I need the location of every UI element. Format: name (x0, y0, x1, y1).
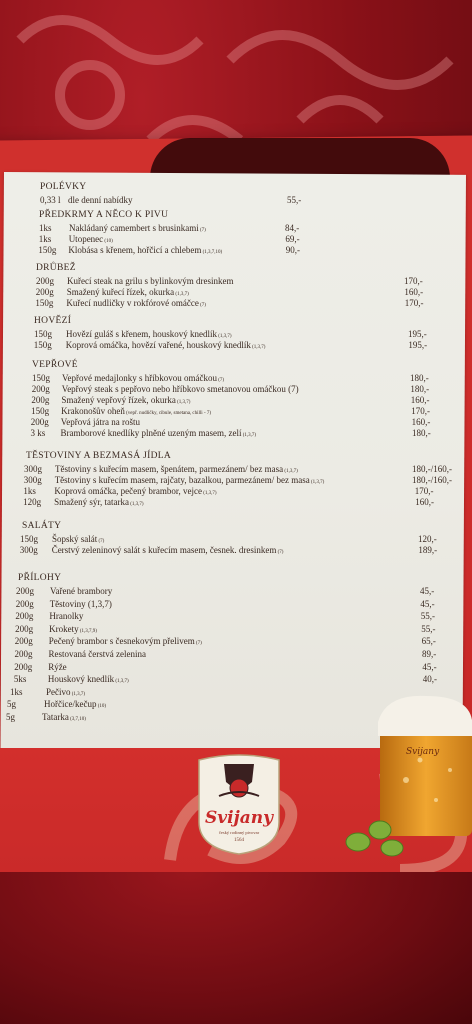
section-title: PŘÍLOHY (18, 573, 62, 583)
item-allergens: (7) (276, 550, 284, 555)
item-name-text: Kuřecí nudličky v rokfórové omáčce (66, 298, 199, 308)
item-name (54, 497, 143, 510)
item-name (68, 245, 222, 258)
item-name (68, 195, 133, 206)
item-price: 180,-/160,- (412, 464, 452, 474)
item-name-text: Čerstvý zeleninový salát s kuřecím masem, česnek. dresinkem (51, 545, 277, 555)
item-quantity: 150g (34, 329, 52, 339)
item-name-text: Tatarka (42, 712, 69, 722)
svg-text:Svijany: Svijany (406, 747, 440, 757)
item-name (48, 662, 67, 673)
item-name-text: Vařené brambory (50, 586, 113, 596)
item-price: 160,- (415, 497, 434, 507)
item-quantity: 200g (15, 611, 34, 622)
item-allergens: (1,3,7) (175, 400, 191, 405)
section-title: PŘEDKRMY A NĚCO K PIVU (39, 210, 169, 220)
item-price: 180,- (410, 373, 429, 383)
item-name (62, 384, 299, 395)
item-name (61, 417, 140, 428)
item-price: 189,- (418, 545, 438, 555)
item-quantity: 1ks (23, 486, 36, 496)
item-price: 55,- (421, 623, 436, 634)
item-allergens: (3,7,10) (68, 717, 86, 722)
item-allergens: (1,3,7) (70, 691, 86, 697)
item-name-text: Nakládaný camembert s brusinkami (69, 223, 199, 233)
item-price: 160,- (410, 395, 430, 405)
item-price: 170,- (411, 406, 430, 416)
item-name-text: Rýže (48, 661, 67, 672)
item-price: 55,- (420, 611, 436, 622)
item-price: 90,- (285, 245, 301, 255)
item-allergens: (1,3,7,9) (78, 628, 97, 634)
item-quantity: 200g (36, 276, 54, 286)
item-price: 84,- (285, 223, 300, 233)
item-price: 55,- (287, 195, 302, 205)
menu-page (0, 172, 466, 751)
section-title: HOVĚZÍ (34, 316, 72, 326)
section-title: SALÁTY (22, 521, 62, 531)
item-price: 45,- (420, 586, 435, 596)
item-quantity: 1ks (10, 686, 23, 697)
item-name-text: Houskový knedlík (47, 674, 115, 685)
brand-tagline: český rodinný pivovar (218, 830, 260, 835)
item-price: 195,- (408, 329, 427, 339)
item-name (52, 545, 284, 558)
item-name-text: Koprová omáčka, hovězí vařené, houskový knedlík (65, 340, 251, 350)
item-quantity: 3 ks (30, 428, 46, 438)
item-name-text: Vepřová játra na roštu (60, 417, 141, 427)
item-allergens: (7) (194, 641, 202, 647)
item-price: 120,- (418, 534, 437, 544)
item-allergens: (10) (103, 239, 113, 244)
item-quantity: 200g (35, 287, 54, 297)
item-name-text: Smažený kuřecí řízek, okurka (66, 287, 175, 297)
item-name (49, 636, 202, 649)
item-price: 180,- (412, 428, 431, 438)
item-name-text: Restovaná čerstvá zelenina (48, 649, 146, 659)
item-name-text: Vepřový steak s pepřovo nebo hříbkovo smetanovou omáčkou (7) (61, 384, 299, 394)
item-allergens: (7) (198, 228, 206, 233)
item-name (61, 428, 257, 441)
tablecloth-bottom (0, 872, 472, 1024)
item-quantity: 200g (15, 623, 34, 634)
item-price: 45,- (420, 598, 435, 609)
item-name-text: Krakonošův oheň (61, 406, 125, 416)
item-name (67, 276, 233, 287)
item-quantity: 1ks (39, 223, 52, 233)
item-name-text: Těstoviny s kuřecím masem, rajčaty, bazalkou, parmezánem/ bez masa (54, 475, 310, 485)
item-name (49, 649, 146, 660)
item-name (66, 298, 206, 311)
item-name (44, 699, 106, 712)
item-name-text: Těstoviny (1,3,7) (49, 598, 112, 609)
item-quantity: 200g (15, 598, 34, 609)
item-quantity: 5g (6, 712, 15, 722)
section-title: POLÉVKY (40, 182, 87, 192)
item-allergens: (7) (198, 303, 206, 308)
item-quantity: 200g (14, 649, 33, 659)
item-allergens: (1,3,7) (174, 292, 189, 297)
item-name (42, 712, 86, 725)
brand-year: 1564 (234, 838, 244, 843)
item-allergens: (1,3,7) (128, 502, 144, 507)
item-quantity: 200g (16, 586, 34, 596)
item-name-text: dle denní nabídky (68, 195, 133, 205)
item-price: 195,- (408, 340, 428, 350)
item-quantity: 150g (38, 245, 57, 255)
item-price: 170,- (404, 276, 423, 286)
item-price: 65,- (421, 636, 436, 647)
item-price: 160,- (404, 287, 424, 297)
item-quantity: 300g (23, 475, 42, 485)
item-price: 170,- (414, 486, 434, 496)
item-name (66, 340, 266, 353)
item-name-text: Klobása s křenem, hořčicí a chlebem (68, 245, 202, 255)
item-allergens: (1,3,7) (309, 480, 325, 485)
item-name-text: Hranolky (49, 611, 84, 622)
brand-name: Svijany (204, 808, 274, 828)
item-name-text: Bramborové knedlíky plněné uzeným masem, zelí (60, 428, 242, 438)
section-title: TĚSTOVINY A BEZMASÁ JÍDLA (26, 451, 171, 461)
item-name (50, 586, 112, 597)
item-quantity: 150g (20, 534, 38, 544)
item-quantity: 200g (30, 417, 49, 427)
item-allergens: (7) (97, 539, 105, 544)
section-title: DRŮBEŽ (36, 263, 76, 273)
item-price: 180,-/160,- (412, 475, 452, 485)
item-allergens: (1,3,7) (283, 469, 298, 474)
item-allergens: (vepř. nudličky, cibule, smetana, chilli - 7) (124, 411, 212, 416)
item-quantity: 200g (31, 395, 50, 405)
item-name (46, 687, 85, 700)
item-quantity: 200g (31, 384, 50, 394)
item-name (50, 599, 112, 610)
item-quantity: 200g (14, 636, 33, 647)
item-name-text: Krokety (49, 623, 79, 634)
brand-logo (194, 752, 284, 856)
item-name-text: Smažený sýr, tatarka (54, 497, 129, 507)
item-name-text: Smažený vepřový řízek, okurka (61, 395, 176, 405)
item-quantity: 5g (7, 699, 16, 710)
item-allergens: (1,3,7) (201, 491, 217, 496)
item-quantity: 120g (23, 497, 42, 507)
item-name-text: Těstoviny s kuřecím masem, špenátem, parmezánem/ bez masa (55, 464, 284, 474)
item-name-text: Pečivo (46, 686, 71, 697)
item-quantity: 200g (14, 661, 33, 672)
item-name-text: Hořčice/kečup (44, 699, 97, 710)
item-price: 170,- (404, 298, 424, 308)
item-price: 160,- (411, 417, 431, 427)
item-quantity: 5ks (13, 674, 27, 685)
item-allergens: (7) (216, 378, 225, 383)
item-name (49, 611, 83, 622)
item-name-text: Šopský salát (52, 534, 98, 544)
item-allergens: (1,3,7) (241, 433, 257, 438)
item-allergens: (10) (96, 704, 107, 710)
item-name-text: Koprová omáčka, pečený brambor, vejce (54, 486, 202, 496)
item-name-text: Hovězí guláš s křenem, houskový knedlík (66, 329, 217, 339)
section-title: VEPŘOVÉ (32, 360, 78, 370)
item-quantity: 0,33 l (40, 195, 61, 205)
item-quantity: 150g (33, 340, 52, 350)
item-allergens: (1,3,7) (216, 334, 232, 339)
item-price: 45,- (422, 661, 437, 672)
item-quantity: 150g (31, 406, 50, 416)
item-allergens: (1,3,7) (114, 679, 129, 685)
item-price: 69,- (285, 234, 300, 244)
item-allergens: (1,3,7) (250, 345, 266, 350)
item-price: 40,- (422, 674, 438, 685)
item-name (49, 624, 97, 637)
item-name-text: Utopenec (68, 234, 104, 244)
item-quantity: 300g (24, 464, 42, 474)
item-name-text: Pečený brambor s česnekovým přelivem (48, 636, 195, 647)
item-name-text: Vepřové medajlonky s hříbkovou omáčkou (62, 373, 217, 383)
item-quantity: 150g (32, 373, 50, 383)
item-price: 89,- (422, 649, 437, 659)
hops-icon (340, 808, 410, 860)
item-quantity: 1ks (38, 234, 52, 244)
cover-shadow (150, 138, 450, 178)
item-price: 180,- (410, 384, 430, 394)
item-name-text: Kuřecí steak na grilu s bylinkovým dresinkem (67, 276, 234, 286)
item-name (48, 674, 129, 687)
item-allergens: (1,3,7,10) (201, 250, 223, 255)
item-quantity: 300g (19, 545, 38, 555)
item-quantity: 150g (35, 298, 54, 308)
